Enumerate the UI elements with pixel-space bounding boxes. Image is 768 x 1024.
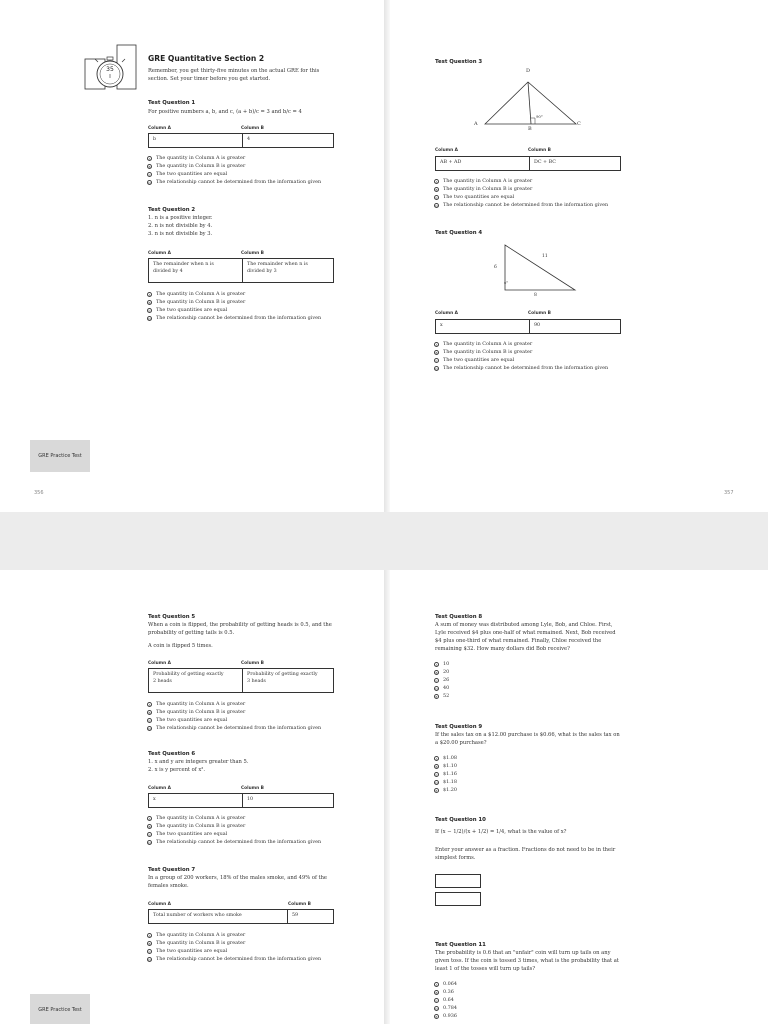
q11-option-c[interactable]: C 0.64	[435, 997, 454, 1003]
gutter-shadow	[384, 0, 390, 512]
practice-test-tab-2: GRE Practice Test	[30, 994, 90, 1024]
q5-col-b: Probability of getting exactly 3 heads	[247, 672, 318, 684]
q1-stem: For positive numbers a, b, and c, (a + b)/c = 3 and b/c = 4	[148, 109, 302, 115]
q3-label-a: A	[474, 121, 478, 127]
q11-option-a[interactable]: A 0.064	[435, 981, 458, 987]
q8-option-c[interactable]: C 26	[435, 677, 450, 683]
q7-compare-box	[148, 909, 334, 924]
q7-col-b: 59	[292, 913, 299, 918]
q5-stem: When a coin is flipped, the probability of getting heads is 0.5, and the probability of getting tails is 0.5.	[148, 622, 332, 636]
q7-option-d[interactable]: D The relationship cannot be determined from the information given	[148, 956, 322, 962]
q1-heading: Test Question 1	[148, 100, 196, 106]
q1-col-a-head: Column A	[148, 126, 171, 131]
q7-col-a-head: Column A	[148, 902, 171, 907]
q2-option-a[interactable]: A The quantity in Column A is greater	[148, 291, 246, 297]
q4-col-a: x	[440, 323, 443, 328]
q6-heading: Test Question 6	[148, 751, 196, 757]
q1-col-a: b	[153, 137, 157, 142]
q2-heading: Test Question 2	[148, 207, 196, 213]
q5-option-b[interactable]: B The quantity in Column B is greater	[148, 709, 246, 715]
q3-label-d: D	[526, 68, 531, 74]
q11-heading: Test Question 11	[435, 942, 486, 948]
q3-label-c: C	[577, 121, 581, 127]
q3-angle-label: 90°	[536, 114, 543, 119]
q5-option-a[interactable]: A The quantity in Column A is greater	[148, 701, 246, 707]
q7-heading: Test Question 7	[148, 867, 196, 873]
q5-compare-box	[148, 668, 334, 693]
q8-option-b[interactable]: B 20	[435, 669, 450, 675]
q2-col-b: The remainder when n is divided by 3	[247, 262, 308, 274]
q3-col-b: DC + BC	[534, 160, 556, 165]
q2-col-a-head: Column A	[148, 251, 171, 256]
q1-option-c[interactable]: C The two quantities are equal	[148, 171, 228, 177]
q9-option-b[interactable]: B $1.10	[435, 763, 458, 769]
practice-test-tab: GRE Practice Test	[30, 440, 90, 472]
q4-heading: Test Question 4	[435, 230, 483, 236]
q1-option-a[interactable]: A The quantity in Column A is greater	[148, 155, 246, 161]
q9-stem: If the sales tax on a $12.00 purchase is $0.66, what is the sales tax on a $20.00 purchase?	[435, 732, 620, 746]
q4-side-bottom: 8	[534, 293, 537, 298]
q6-col-a-head: Column A	[148, 786, 171, 791]
q1-option-b[interactable]: B The quantity in Column B is greater	[148, 163, 246, 169]
page-359	[384, 570, 768, 1024]
q4-col-a-head: Column A	[435, 311, 458, 316]
q3-option-c[interactable]: C The two quantities are equal	[435, 194, 515, 200]
gutter-shadow-2	[384, 570, 390, 1024]
q8-option-d[interactable]: D 40	[435, 685, 450, 691]
q5-heading: Test Question 5	[148, 614, 196, 620]
q10-denominator-input[interactable]	[435, 892, 481, 906]
q5-option-c[interactable]: C The two quantities are equal	[148, 717, 228, 723]
q6-option-a[interactable]: A The quantity in Column A is greater	[148, 815, 246, 821]
q7-option-b[interactable]: B The quantity in Column B is greater	[148, 940, 246, 946]
timer-number: 35	[106, 66, 114, 73]
q2-option-c[interactable]: C The two quantities are equal	[148, 307, 228, 313]
q5-col-a-head: Column A	[148, 661, 171, 666]
q4-angle-label: x°	[504, 280, 509, 285]
q9-option-e[interactable]: E $1.20	[435, 787, 458, 793]
section-title: GRE Quantitative Section 2	[148, 54, 265, 63]
q3-col-b-head: Column B	[528, 148, 551, 153]
q2-option-b[interactable]: B The quantity in Column B is greater	[148, 299, 246, 305]
q4-col-b: 90	[534, 323, 541, 328]
q6-col-a: x	[153, 797, 156, 802]
q7-option-c[interactable]: C The two quantities are equal	[148, 948, 228, 954]
q8-stem: A sum of money was distributed among Lyle, Bob, and Chloe. First, Lyle received $4 plus one-half of what remained. Next, Bob received $4 plus one-third of what remained. Finally, Chloe received the remaining $32. How many dollars did Bob receive?	[435, 622, 616, 652]
q4-option-c[interactable]: C The two quantities are equal	[435, 357, 515, 363]
q9-option-c[interactable]: C $1.16	[435, 771, 458, 777]
q1-col-b-head: Column B	[241, 126, 264, 131]
q4-side-left: 6	[494, 265, 497, 270]
q4-option-b[interactable]: B The quantity in Column B is greater	[435, 349, 533, 355]
q6-option-d[interactable]: D The relationship cannot be determined from the information given	[148, 839, 322, 845]
q7-col-a: Total number of workers who smoke	[153, 913, 242, 918]
page-358	[0, 570, 384, 1024]
q6-compare-box	[148, 793, 334, 808]
spread-bottom	[0, 512, 768, 1024]
q2-option-d[interactable]: D The relationship cannot be determined from the information given	[148, 315, 322, 321]
page-356	[0, 0, 384, 512]
q10-stem: If (x − 1/2)/(x + 1/2) = 1/4, what is the value of x?	[435, 829, 567, 835]
q10-numerator-input[interactable]	[435, 874, 481, 888]
page-number-right: 357	[724, 490, 734, 496]
q3-option-d[interactable]: D The relationship cannot be determined from the information given	[435, 202, 609, 208]
q10-heading: Test Question 10	[435, 817, 486, 823]
q5-option-d[interactable]: D The relationship cannot be determined from the information given	[148, 725, 322, 731]
q3-option-b[interactable]: B The quantity in Column B is greater	[435, 186, 533, 192]
q3-option-a[interactable]: A The quantity in Column A is greater	[435, 178, 533, 184]
page-number-left: 356	[34, 490, 44, 496]
q11-option-e[interactable]: E 0.936	[435, 1013, 458, 1019]
q11-option-d[interactable]: D 0.784	[435, 1005, 458, 1011]
q2-conditions: 1. n is a positive integer. 2. n is not divisible by 4. 3. n is not divisible by 3.	[148, 215, 213, 237]
q2-col-a: The remainder when n is divided by 4	[153, 262, 214, 274]
q4-triangle-diagram	[489, 240, 579, 296]
q3-label-b: B	[528, 126, 532, 132]
q3-heading: Test Question 3	[435, 59, 483, 65]
q3-col-a-head: Column A	[435, 148, 458, 153]
q3-triangle-diagram	[474, 68, 594, 138]
q8-heading: Test Question 8	[435, 614, 483, 620]
q11-stem: The probability is 0.6 that an "unfair" coin will turn up tails on any given toss. If the coin is tossed 3 times, what is the probability that at least 1 of the tosses will turn up tails?	[435, 950, 619, 972]
q10-instructions: Enter your answer as a fraction. Fractions do not need to be in their simplest forms.	[435, 847, 616, 861]
q3-col-a: AB + AD	[440, 160, 462, 165]
q6-option-c[interactable]: C The two quantities are equal	[148, 831, 228, 837]
q11-option-b[interactable]: B 0.36	[435, 989, 454, 995]
q4-col-b-head: Column B	[528, 311, 551, 316]
q6-col-b-head: Column B	[241, 786, 264, 791]
q4-option-a[interactable]: A The quantity in Column A is greater	[435, 341, 533, 347]
q9-option-d[interactable]: D $1.18	[435, 779, 458, 785]
q5-col-b-head: Column B	[241, 661, 264, 666]
q8-option-a[interactable]: A 10	[435, 661, 450, 667]
q9-heading: Test Question 9	[435, 724, 483, 730]
q6-col-b: 10	[247, 797, 254, 802]
q3-compare-box	[435, 156, 621, 171]
q4-side-hyp: 11	[542, 254, 548, 259]
q7-col-b-head: Column B	[288, 902, 311, 907]
q2-compare-box	[148, 258, 334, 283]
q4-compare-box	[435, 319, 621, 334]
q9-option-a[interactable]: A $1.08	[435, 755, 458, 761]
q8-option-e[interactable]: E 52	[435, 693, 450, 699]
page-357	[384, 0, 768, 512]
q1-col-b: 4	[247, 137, 251, 142]
q4-option-d[interactable]: D The relationship cannot be determined from the information given	[435, 365, 609, 371]
q6-option-b[interactable]: B The quantity in Column B is greater	[148, 823, 246, 829]
q7-stem: In a group of 200 workers, 18% of the males smoke, and 49% of the females smoke.	[148, 875, 328, 889]
q1-compare-box	[148, 133, 334, 148]
q1-option-d[interactable]: D The relationship cannot be determined from the information given	[148, 179, 322, 185]
q6-conditions: 1. x and y are integers greater than 5. 2. x is y percent of x².	[148, 759, 249, 773]
q2-col-b-head: Column B	[241, 251, 264, 256]
q5-stem-2: A coin is flipped 5 times.	[148, 643, 213, 649]
q7-option-a[interactable]: A The quantity in Column A is greater	[148, 932, 246, 938]
q5-col-a: Probability of getting exactly 2 heads	[153, 672, 224, 684]
section-intro: Remember, you get thirty-five minutes on the actual GRE for this section. Set your timer before you get started.	[148, 68, 320, 82]
